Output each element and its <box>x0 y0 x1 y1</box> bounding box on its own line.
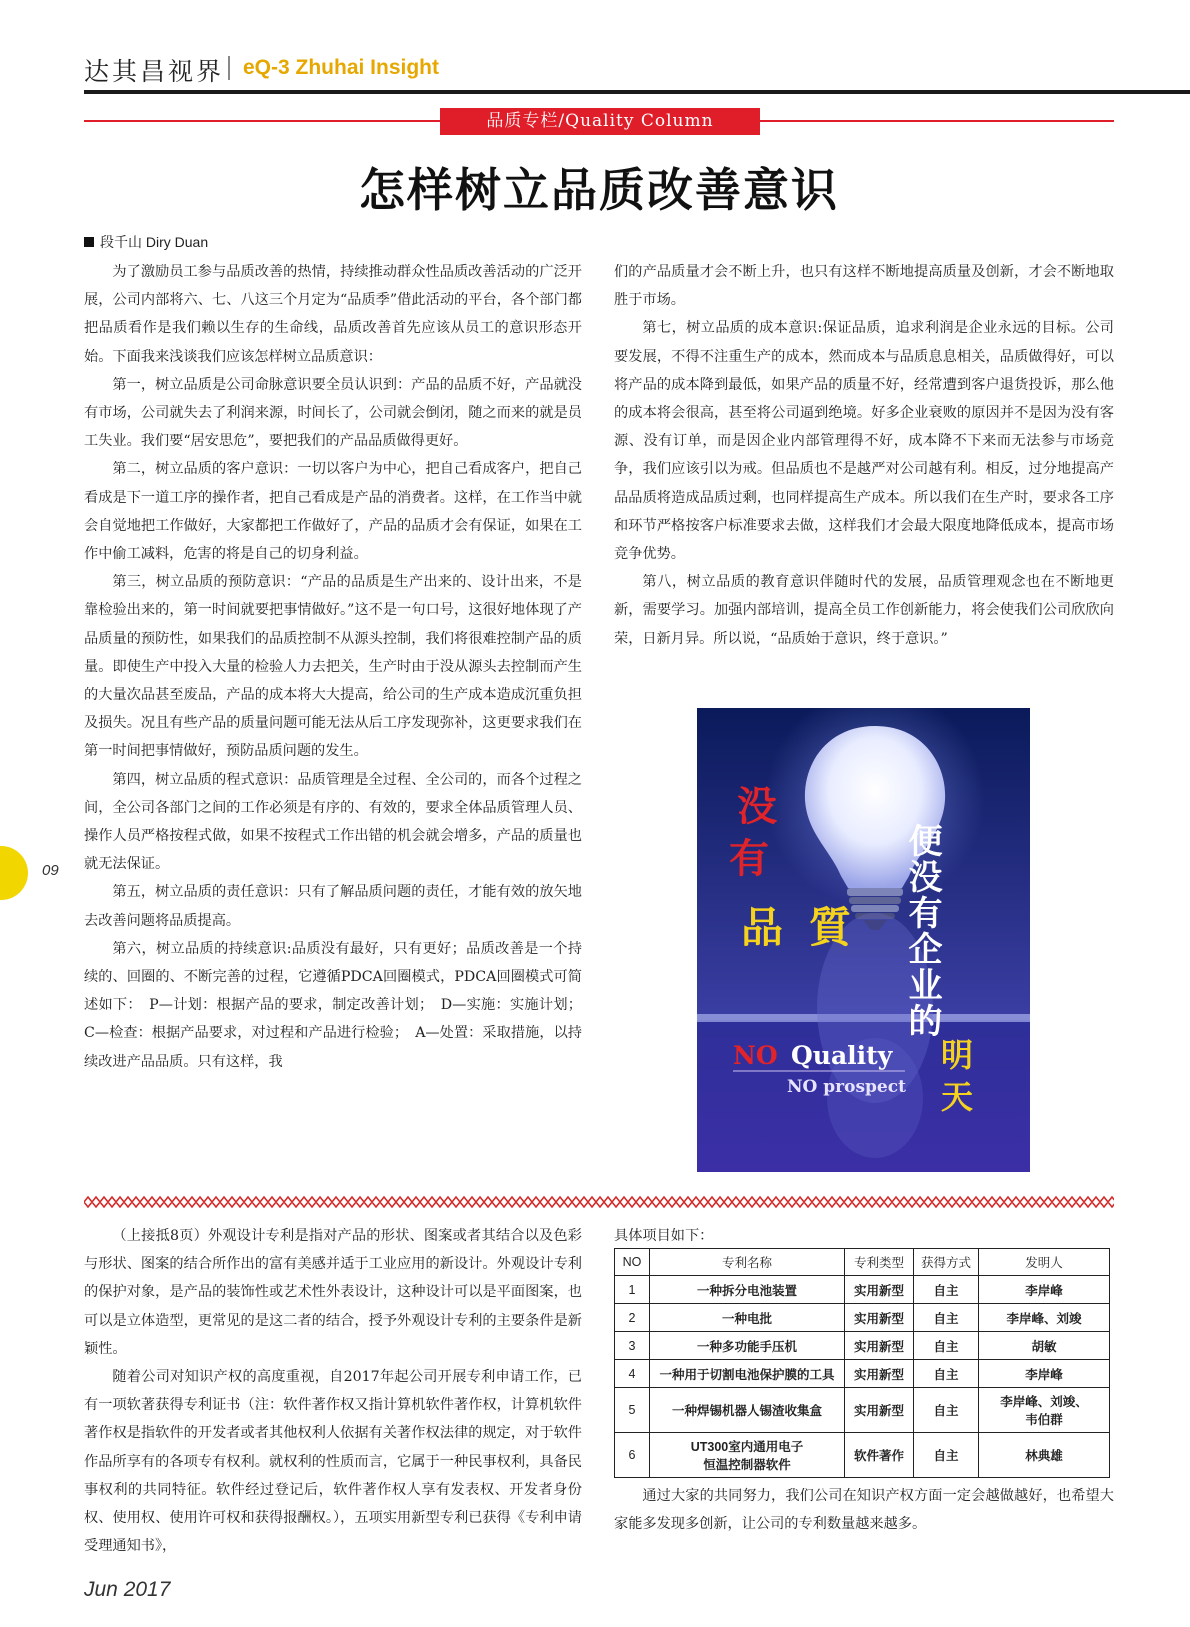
table-cell: 实用新型 <box>845 1304 914 1332</box>
table-cell: 一种多功能手压机 <box>650 1332 845 1360</box>
table-cell: 自主 <box>914 1433 979 1478</box>
table-cell: 一种电批 <box>650 1304 845 1332</box>
paragraph: 通过大家的共同努力，我们公司在知识产权方面一定会越做越好，也希望大家能多发现多创新，让公司的专利数量越来越多。 <box>614 1488 1114 1533</box>
column-header: 专利名称 <box>650 1249 845 1276</box>
poster-no-text: NO <box>733 1041 778 1070</box>
table-cell: 实用新型 <box>845 1360 914 1388</box>
table-cell: 李岸峰 <box>979 1360 1110 1388</box>
paragraph: 第七，树立品质的成本意识:保证品质，追求利润是企业永远的目标。公司要发展，不得不注重生产的成本，然而成本与品质息息相关，品质做得好，可以将产品的成本降到最低，如果产品的质量不好，经常遭到客户退货投诉，那么他的成本将会很高，甚至将公司逼到绝境。好多企业衰败的原因并不是因为没有客源、没有订单，而是因企业内部管理得不好，成本降不下来而无法参与市场竞争，我们应该引以为戒。但品质也不是越严对公司越有利。相反，过分地提高产品品质将造成品质过剩，也同样提高生产成本。所以我们在生产时，要求各工序和环节严格按客户标准要求去做，这样我们才会最大限度地降低成本，提高市场竞争优势。 <box>614 320 1114 563</box>
table-cell: 1 <box>615 1276 650 1304</box>
author-byline <box>84 232 208 252</box>
column-header: 获得方式 <box>914 1249 979 1276</box>
table-row <box>615 1276 1110 1304</box>
table-cell: 一种用于切割电池保护膜的工具 <box>650 1360 845 1388</box>
poster-vertical-text: 便没有企业的 <box>902 823 942 1039</box>
article-right-column <box>614 258 1114 653</box>
article-left-column <box>84 258 582 1076</box>
column-badge: 品质专栏/Quality Column <box>440 108 760 135</box>
table-cell: 6 <box>615 1433 650 1478</box>
paragraph: （上接抵8页）外观设计专利是指对产品的形状、图案或者其结合以及色彩与形状、图案的结合所作出的富有美感并适于工业应用的新设计。外观设计专利的保护对象，是产品的装饰性或艺术性外表设计，这种设计可以是平面图案，也可以是立体造型，更常见的是这二者的结合，授予外观设计专利的主要条件是新颖性。 <box>84 1228 582 1357</box>
table-cell: 自主 <box>914 1276 979 1304</box>
paragraph: 第四，树立品质的程式意识：品质管理是全过程、全公司的，而各个过程之间，全公司各部门之间的工作必须是有序的、有效的，要求全体品质管理人员、操作人员严格按程式做，如果不按程式工作出错的机会就会增多，产品的质量也就无法保证。 <box>84 771 582 873</box>
footer-date: Jun 2017 <box>84 1578 171 1601</box>
table-cell: 实用新型 <box>845 1388 914 1433</box>
patent-table <box>614 1248 1110 1478</box>
column-header: 发明人 <box>979 1249 1110 1276</box>
table-cell: 李岸峰、刘竣 <box>979 1304 1110 1332</box>
table-cell: 5 <box>615 1388 650 1433</box>
table-row <box>615 1360 1110 1388</box>
table-cell: 自主 <box>914 1360 979 1388</box>
paragraph: 为了激励员工参与品质改善的热情，持续推动群众性品质改善活动的广泛开展，公司内部将六、七、八这三个月定为“品质季”借此活动的平台，各个部门都把品质看作是我们赖以生存的生命线，品质改善首先应该从员工的意识形态开始。下面我来浅谈我们应该怎样树立品质意识： <box>84 264 582 365</box>
table-intro: 具体项目如下： <box>614 1228 714 1244</box>
page-number: 09 <box>42 862 59 879</box>
table-cell: 一种拆分电池装置 <box>650 1276 845 1304</box>
table-row <box>615 1332 1110 1360</box>
paragraph: 第三，树立品质的预防意识：“产品的品质是生产出来的、设计出来，不是靠检验出来的，第一时间就要把事情做好。”这不是一句口号，这很好地体现了产品质量的预防性，如果我们的品质控制不从源头控制，我们将很难控制产品的质量。即使生产中投入大量的检验人力去把关，生产时由于没从源头去控制而产生的大量次品甚至废品，产品的成本将大大提高，给公司的生产成本造成沉重负担及损失。况且有些产品的质量问题可能无法从后工序发现弥补，这更要求我们在第一时间把事情做好，预防品质问题的发生。 <box>84 574 582 760</box>
table-cell: 自主 <box>914 1388 979 1433</box>
table-cell: 林典雄 <box>979 1433 1110 1478</box>
paragraph: 们的产品质量才会不断上升，也只有这样不断地提高质量及创新，才会不断地取胜于市场。 <box>614 264 1114 309</box>
poster-yellow-vertical: 明天 <box>936 1038 974 1122</box>
table-cell <box>650 1433 845 1478</box>
table-cell: 4 <box>615 1360 650 1388</box>
column-header: NO <box>615 1249 650 1276</box>
table-cell: 2 <box>615 1304 650 1332</box>
table-cell: 李岸峰 <box>979 1276 1110 1304</box>
table-cell: 一种焊锡机器人锡渣收集盒 <box>650 1388 845 1433</box>
patent-left-column <box>84 1222 582 1560</box>
inventor-line: 李岸峰、刘竣、 <box>1000 1395 1088 1409</box>
paragraph: 第六，树立品质的持续意识:品质没有最好，只有更好；品质改善是一个持续的、回圈的、不断完善的过程，它遵循PDCA回圈模式，PDCA回圈模式可简述如下： P—计划：根据产品的要求，制定改善计划； D—实施：实施计划；C—检查：根据产品要求，对过程和产品进行检验； A—处置：采取措施，以持续改进产品品质。只有这样，我 <box>84 940 582 1070</box>
column-header: 专利类型 <box>845 1249 914 1276</box>
quality-poster-image <box>697 708 1030 1172</box>
table-cell: 自主 <box>914 1304 979 1332</box>
table-row <box>615 1433 1110 1478</box>
table-header-row <box>615 1249 1110 1276</box>
table-cell: 软件著作 <box>845 1433 914 1478</box>
paragraph: 随着公司对知识产权的高度重视，自2017年起公司开展专利申请工作，已有一项软著获得专利证书（注：软件著作权又指计算机软件著作权，计算机软件著作权是指软件的开发者或者其他权利人依据有关著作权法律的规定，对于软件作品所享有的各项专有权利。就权利的性质而言，它属于一种民事权利，具备民事权利的共同特征。软件经过登记后，软件著作权人享有发表权、开发者身份权、使用权、使用许可权和获得报酬权。），五项实用新型专利已获得《专利申请受理通知书》， <box>84 1369 582 1555</box>
zigzag-divider <box>84 1195 1114 1209</box>
patent-closing-column <box>614 1482 1114 1538</box>
patent-right-column <box>614 1222 1114 1250</box>
header-rule <box>84 90 1190 94</box>
table-cell: 实用新型 <box>845 1332 914 1360</box>
paragraph: 第八，树立品质的教育意识伴随时代的发展，品质管理观念也在不断地更新，需要学习。加强内部培训，提高全员工作创新能力，将会使我们公司欣欣向荣，日新月异。所以说，“品质始于意识，终于意识。” <box>614 574 1114 647</box>
poster-sub-text: NO prospect <box>787 1077 906 1097</box>
masthead-separator <box>228 56 230 80</box>
table-row <box>615 1388 1110 1433</box>
poster-red-glyph: 有 <box>729 835 769 882</box>
table-cell: 胡敏 <box>979 1332 1110 1360</box>
table-cell: 实用新型 <box>845 1276 914 1304</box>
patent-name-line: UT300室内通用电子 <box>690 1440 804 1454</box>
masthead-english: eQ-3 Zhuhai Insight <box>243 56 440 79</box>
masthead-chinese: 达其昌视界 <box>84 57 225 86</box>
paragraph: 第二，树立品质的客户意识：一切以客户为中心，把自己看成客户，把自己看成是下一道工序的操作者，把自己看成是产品的消费者。这样，在工作当中就会自觉地把工作做好，大家都把工作做好了，产品的品质才会有保证，如果在工作中偷工减料，危害的将是自己的切身利益。 <box>84 461 582 563</box>
paragraph: 第一，树立品质是公司命脉意识要全员认识到：产品的品质不好，产品就没有市场，公司就失去了利润来源，时间长了，公司就会倒闭，随之而来的就是员工失业。我们要“居安思危”，要把我们的产品品质做得更好。 <box>84 376 582 450</box>
poster-red-glyph: 没 <box>737 783 777 830</box>
table-cell <box>979 1388 1110 1433</box>
table-row <box>615 1304 1110 1332</box>
author-name: 段千山 Diry Duan <box>100 234 209 250</box>
inventor-line: 韦伯群 <box>1025 1413 1063 1427</box>
poster-quality-text: Quality <box>791 1041 893 1070</box>
bullet-square-icon <box>84 237 94 247</box>
paragraph: 第五，树立品质的责任意识：只有了解品质问题的责任，才能有效的放矢地去改善问题将品质提高。 <box>84 884 582 929</box>
poster-yellow-text: 品質 <box>741 903 878 952</box>
page-marker-dot <box>0 846 28 900</box>
table-cell: 自主 <box>914 1332 979 1360</box>
article-title: 怎样树立品质改善意识 <box>359 163 839 217</box>
table-cell: 3 <box>615 1332 650 1360</box>
patent-name-line: 恒温控制器软件 <box>703 1458 791 1472</box>
